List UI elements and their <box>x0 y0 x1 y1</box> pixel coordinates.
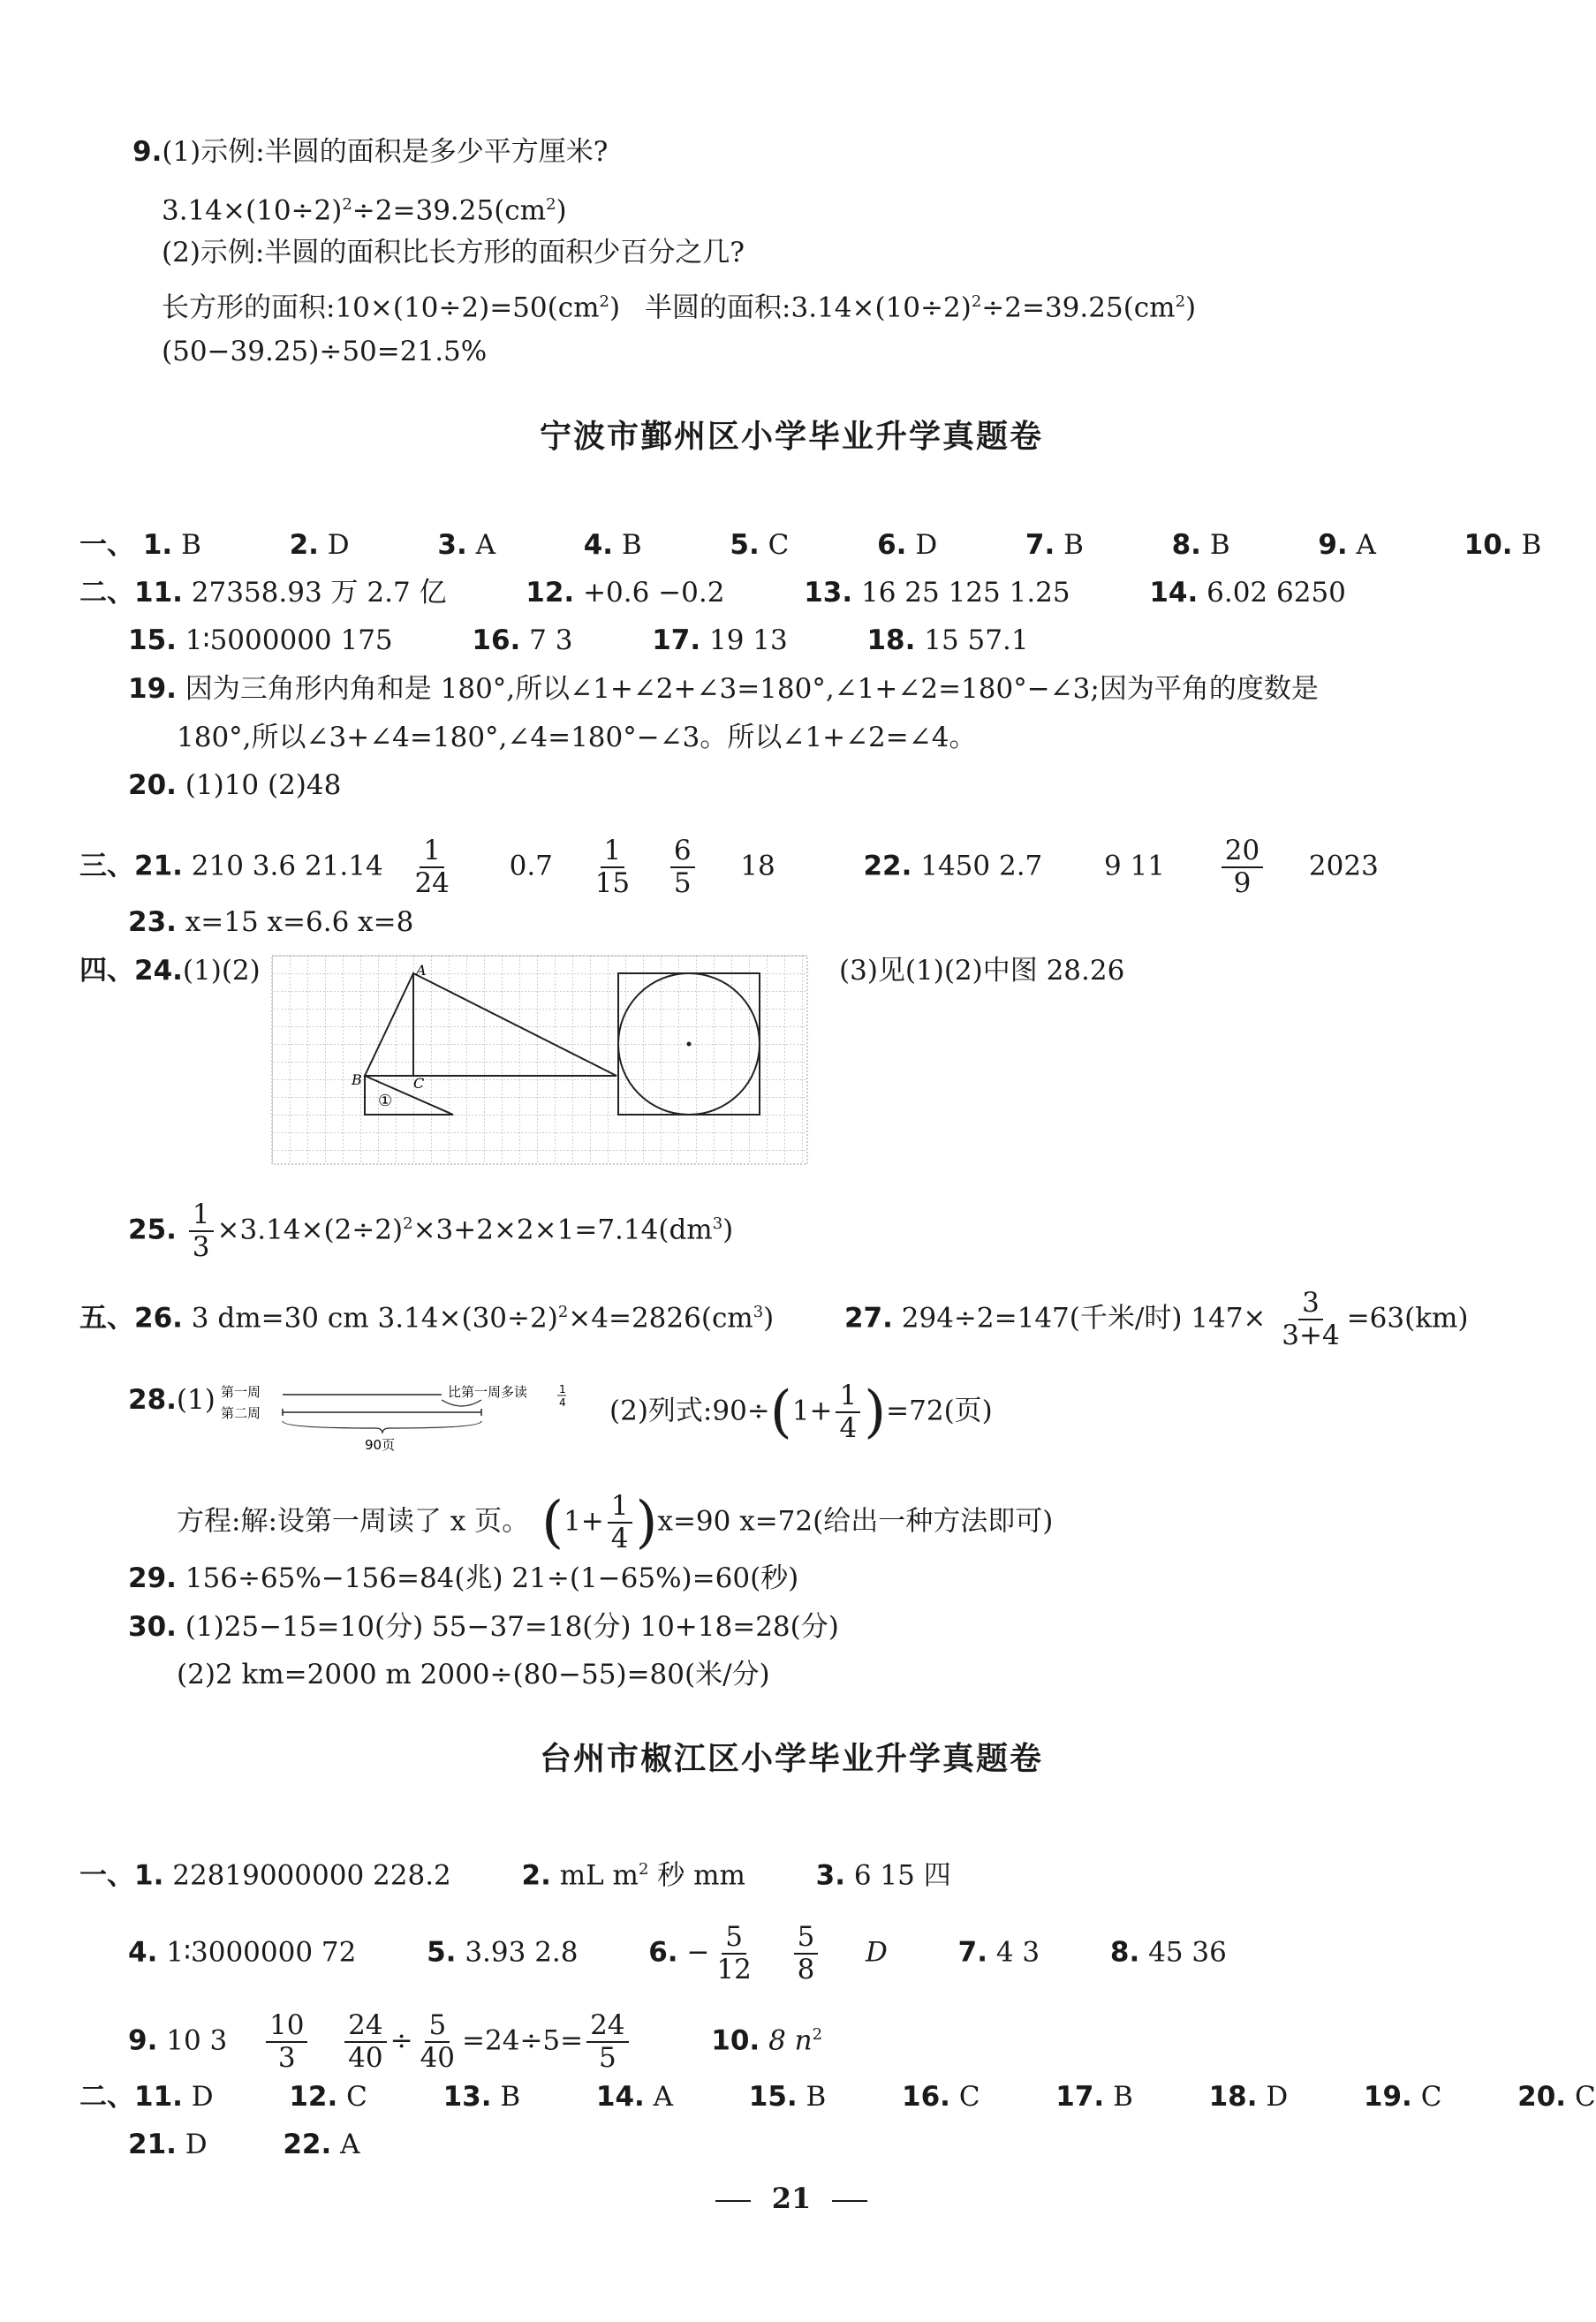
s1-q25: 25. $\frac{1}{3}$ $\times 3.14\times(2\div 2)^2\times 3+2\times 2\times 1=7.14(dm^3)$ <box>128 1199 734 1263</box>
s1-q20: 20. (1)10 (2)48 <box>128 769 342 801</box>
label-a: A <box>416 962 427 979</box>
s1-q26-q27: 五、26. 3 dm=30 cm $3.14\times(30\div 2)^2\times 4=2826(cm^3)$ 27. 294÷2=147(千米/时) 147× $\frac{3}{3+4}$ =63(km) <box>79 1287 1469 1351</box>
s1-part3-q21-q22: 三、21. 210 3.6 21.14 $\frac{1}{24}$ 0.7 $\frac{1}{15}$ $\frac{6}{5}$ 18 22. 1450 2.7 9 11 $\frac{20}{9}$ 2023 <box>79 835 1379 899</box>
s2-row2: 4. 1∶3000000 72 5. 3.93 2.8 6. − $\frac{5}{12}$ $\frac{5}{8}$ D 7. 4 3 8. 45 36 <box>128 1921 1227 1985</box>
fraction: $\frac{1}{4}$ <box>608 1493 632 1553</box>
fraction: $\frac{5}{8}$ <box>794 1924 819 1984</box>
svg-text:1: 1 <box>559 1383 566 1395</box>
s1-q28-equation: 方程:解:设第一周读了 x 页。 (1+ $\frac{1}{4}$ )x=90 x=72(给出一种方法即可) <box>177 1490 1054 1555</box>
s1-q19-line2: 180°,所以∠3+∠4=180°,∠4=180°−∠3。所以∠1+∠2=∠4。 <box>177 722 977 753</box>
label-1: ① <box>378 1092 393 1110</box>
circle-center <box>687 1042 692 1047</box>
s1-q28-part2: (2)列式:90÷(1+ $\frac{1}{4}$ )=72(页) <box>609 1380 993 1445</box>
s1-part2-row2: 15. 1∶5000000 175 16. 7 3 17. 19 13 18. 15 57.1 <box>128 624 1029 656</box>
q9-line5: (50−39.25)÷50=21.5% <box>162 336 488 367</box>
label-b: B <box>352 1071 362 1088</box>
fraction: $\frac{5}{40}$ <box>420 2009 456 2074</box>
fraction: $\frac{20}{9}$ <box>1222 837 1263 897</box>
s1-p1-item: 9. A <box>1318 529 1376 561</box>
s1-q30-line1: 30. (1)25−15=10(分) 55−37=18(分) 10+18=28(分) <box>128 1611 839 1643</box>
s2-part2-row2: 21. D 22. A <box>128 2129 360 2160</box>
s1-q23: 23. x=15 x=6.6 x=8 <box>128 906 414 938</box>
s1-q28-line1: 28.(1) <box>128 1384 216 1416</box>
page-number: 21 <box>0 2182 1583 2215</box>
week2-label: 第二周 <box>221 1405 261 1421</box>
fraction: $\frac{3}{3+4}$ <box>1282 1287 1340 1351</box>
s2-row3: 9. 10 3 $\frac{10}{3}$ $\frac{24}{40}$ ÷ $\frac{5}{40}$ =24÷5= $\frac{24}{5}$ 10. 8 $n^2$ <box>128 2009 823 2074</box>
q9-line3: (2)示例:半圆的面积比长方形的面积少百分之几? <box>162 237 745 269</box>
more-label: 比第一周多读 <box>448 1384 528 1400</box>
q28-line-diagram <box>216 1382 587 1462</box>
s1-q29: 29. 156÷65%−156=84(兆) 21÷(1−65%)=60(秒) <box>128 1562 799 1594</box>
s1-part1-row: 一、 1. B 2. D 3. A 4. B 5. C 6. D 7. B 8. B 9. A 10. B <box>79 529 1542 561</box>
fraction: $\frac{24}{5}$ <box>586 2012 628 2072</box>
s2-row1: 一、1. 22819000000 228.2 2. mL $m^2$ 秒 mm 3. 6 15 四 <box>79 1859 951 1892</box>
fraction: $\frac{5}{12}$ <box>716 1921 752 1985</box>
s1-p1-item: 4. B <box>583 529 642 561</box>
s1-p1-item: 10. B <box>1464 529 1542 561</box>
s1-p1-item: 8. B <box>1171 529 1230 561</box>
s1-p1-item: 2. D <box>289 529 350 561</box>
s2-part2-row1: 二、11. D 12. C 13. B 14. A 15. B 16. C 17. B 18. D 19. C 20. C <box>79 2081 1596 2113</box>
s1-q24: 四、24.(1)(2) <box>79 955 261 987</box>
label-c: C <box>413 1075 425 1092</box>
section2-title: 台州市椒江区小学毕业升学真题卷 <box>539 1741 1043 1777</box>
s1-p1-item: 1. B <box>142 529 201 561</box>
q9-line4: 长方形的面积$:10\times(10\div 2)=50(cm^2)$ 半圆的面积$:3.14\times(10\div 2)^2\div 2=39.25(cm^2)$ <box>162 291 1197 324</box>
q9-line2: $3.14\times(10\div 2)^2\div 2=39.25(cm^2)$ <box>162 194 567 227</box>
svg-text:4: 4 <box>559 1396 566 1409</box>
q24-grid-figure <box>272 956 807 1164</box>
s1-q19-line1: 19. 因为三角形内角和是 180°,所以∠1+∠2+∠3=180°,∠1+∠2=180°−∠3;因为平角的度数是 <box>128 673 1319 705</box>
week1-label: 第一周 <box>221 1384 261 1400</box>
s1-p1-item: 6. D <box>877 529 938 561</box>
fraction: $\frac{10}{3}$ <box>266 2012 307 2072</box>
s1-q30-line2: (2)2 km=2000 m 2000÷(80−55)=80(米/分) <box>177 1659 770 1690</box>
q9-number: 9. <box>132 136 163 168</box>
s1-p1-item: 7. B <box>1025 529 1084 561</box>
fraction: $\frac{1}{24}$ <box>414 835 450 899</box>
fraction: $\frac{1}{4}$ <box>836 1382 860 1442</box>
s1-part2-row1: 二、11. 27358.93 万 2.7 亿 12. +0.6 −0.2 13. 16 25 125 1.25 14. 6.02 6250 <box>79 577 1346 609</box>
s1-p1-item: 3. A <box>437 529 495 561</box>
pages-label: 90页 <box>365 1437 396 1453</box>
q9-line1: 9.(1)示例:半圆的面积是多少平方厘米? <box>132 136 609 168</box>
fraction: $\frac{1}{15}$ <box>594 835 631 899</box>
s1-q24-right: (3)见(1)(2)中图 28.26 <box>839 955 1125 987</box>
s1-p1-item: 5. C <box>730 529 790 561</box>
fraction: $\frac{1}{3}$ <box>189 1201 214 1261</box>
fraction: $\frac{24}{40}$ <box>344 2012 386 2072</box>
fraction: $\frac{6}{5}$ <box>670 837 695 897</box>
section1-title: 宁波市鄞州区小学毕业升学真题卷 <box>539 419 1043 455</box>
